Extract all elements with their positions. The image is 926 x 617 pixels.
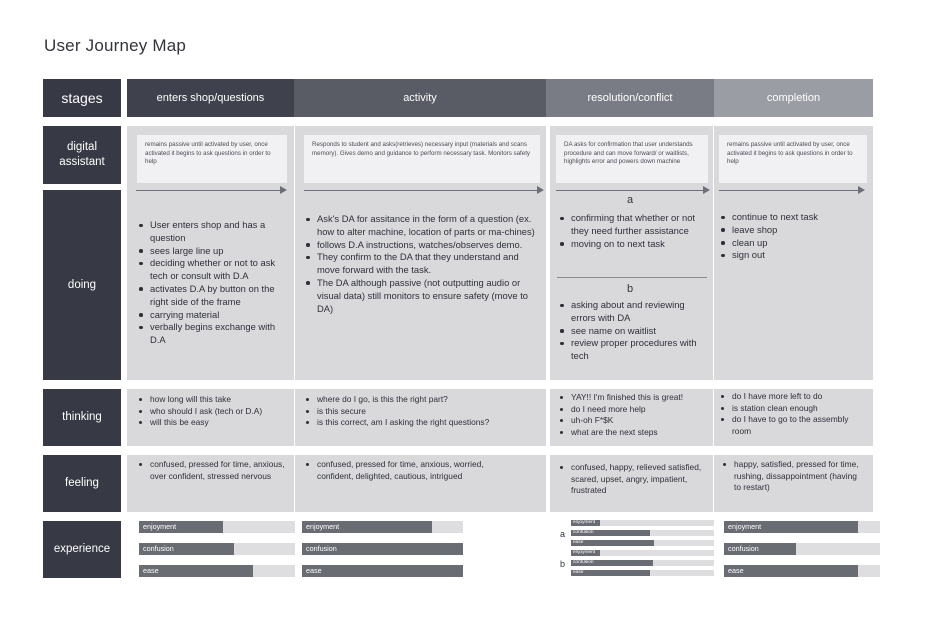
confusion-bar-label: confusion (728, 544, 759, 553)
confusion-bar (571, 530, 714, 536)
confusion-bar-label: confusion (573, 530, 594, 535)
list-item: YAY!! I'm finished this is great! (558, 392, 708, 404)
list-item: leave shop (719, 224, 869, 237)
list-item: sees large line up (137, 245, 289, 258)
row-label-digital-assistant: digital assistant (43, 126, 121, 184)
ease-bar-label: ease (728, 566, 744, 575)
list-item: User enters shop and has a question (137, 219, 289, 245)
feeling-list-4 (721, 459, 859, 494)
row-label-feeling: feeling (43, 455, 121, 512)
enjoyment-bar-label: enjoyment (306, 522, 340, 531)
list-item: confused, happy, relieved satisfied, scared, upset, angry, impatient, frustrated (558, 462, 704, 497)
list-item: verbally begins exchange with D.A (137, 321, 289, 347)
list-item: Ask's DA for assitance in the form of a question (ex. how to alter machine, location of parts or ma-chines) (304, 213, 540, 239)
confusion-bar-label: confusion (306, 544, 337, 553)
enjoyment-bar-label: enjoyment (143, 522, 177, 531)
list-item: how long will this take (137, 394, 289, 406)
stage-activity: activity (294, 79, 546, 117)
experience-scenario-a-letter: a (560, 529, 566, 539)
enjoyment-bar (302, 521, 463, 533)
list-item: moving on to next task (558, 238, 704, 251)
row-label-experience: experience (43, 521, 121, 578)
list-item: do I have to go to the assembly room (719, 414, 869, 437)
enjoyment-bar (571, 550, 714, 556)
da-callout-4: remains passive until activated by user, once activated it begins to ask questions in order to help (719, 135, 867, 183)
thinking-list-4 (719, 391, 869, 437)
thinking-list-3 (558, 392, 708, 438)
confusion-bar-label: confusion (573, 560, 594, 565)
list-item: is station clean enough (719, 403, 869, 415)
doing-scenario-divider (557, 277, 707, 278)
stage-completion: completion (714, 79, 873, 117)
feeling-list-2 (304, 459, 514, 482)
enjoyment-bar (724, 521, 880, 533)
list-item: asking about and reviewing errors with DA (558, 299, 704, 325)
list-item: confused, pressed for time, anxious, worried, confident, delighted, cautious, intrigued (304, 459, 514, 482)
ease-bar (571, 570, 714, 576)
confusion-bar (139, 543, 295, 555)
page-title: User Journey Map (44, 36, 187, 55)
enjoyment-bar (571, 520, 714, 526)
doing-list-2 (304, 213, 540, 315)
doing-scenario-b-letter: b (627, 283, 634, 295)
list-item: follows D.A instructions, watches/observes demo. (304, 239, 540, 252)
list-item: The DA although passive (not outputting audio or visual data) still monitors to ensure safety (move to DA) (304, 277, 540, 315)
flow-arrowhead-4 (858, 186, 865, 194)
ease-bar-label: ease (573, 540, 584, 545)
list-item: carrying material (137, 309, 289, 322)
list-item: activates D.A by button on the right side of the frame (137, 283, 289, 309)
experience-scenario-b-letter: b (560, 559, 566, 569)
list-item: deciding whether or not to ask tech or consult with D.A (137, 257, 289, 283)
row-label-doing: doing (43, 190, 121, 380)
list-item: continue to next task (719, 211, 869, 224)
row-label-thinking: thinking (43, 389, 121, 446)
enjoyment-bar (139, 521, 295, 533)
da-callout-3: DA asks for confirmation that user understands procedure and can move forward/ or waitlists, highlights error and powers down machine (556, 135, 708, 183)
enjoyment-bar-label: enjoyment (573, 520, 596, 525)
enjoyment-bar-label: enjoyment (573, 550, 596, 555)
list-item: is this correct, am I asking the right questions? (304, 417, 540, 429)
feeling-list-3 (558, 462, 704, 497)
flow-arrowhead-2 (537, 186, 544, 194)
stages-label: stages (43, 79, 121, 117)
flow-arrow-1 (136, 190, 281, 191)
stage-resolution-conflict: resolution/conflict (546, 79, 714, 117)
ease-bar-fill (302, 565, 463, 577)
doing-scenario-a-letter: a (627, 194, 634, 206)
list-item: They confirm to the DA that they understand and move forward with the task. (304, 251, 540, 277)
confusion-bar (302, 543, 463, 555)
ease-bar-fill (571, 540, 654, 546)
confusion-bar (571, 560, 714, 566)
list-item: where do I go, is this the right part? (304, 394, 540, 406)
ease-bar (571, 540, 714, 546)
list-item: confused, pressed for time, anxious, over confident, stressed nervous (137, 459, 291, 482)
flow-arrow-2 (304, 190, 538, 191)
ease-bar-label: ease (143, 566, 159, 575)
da-callout-1: remains passive until activated by user, once activated it begins to ask questions in order to help (137, 135, 287, 183)
flow-arrow-3 (556, 190, 704, 191)
ease-bar-label: ease (306, 566, 322, 575)
ease-bar (139, 565, 295, 577)
list-item: happy, satisfied, pressed for time, rushing, dissappointment (having to restart) (721, 459, 859, 494)
flow-arrow-4 (719, 190, 859, 191)
list-item: who should I ask (tech or D.A) (137, 406, 289, 418)
list-item: sign out (719, 249, 869, 262)
doing-list-4 (719, 211, 869, 262)
list-item: uh-oh F*$K (558, 415, 708, 427)
enjoyment-bar-label: enjoyment (728, 522, 762, 531)
confusion-bar (724, 543, 880, 555)
ease-bar-label: ease (573, 570, 584, 575)
list-item: is this secure (304, 406, 540, 418)
list-item: confirming that whether or not they need further assistance (558, 212, 704, 238)
list-item: will this be easy (137, 417, 289, 429)
flow-arrowhead-3 (703, 186, 710, 194)
ease-bar-fill (724, 565, 858, 577)
thinking-list-2 (304, 394, 540, 429)
list-item: see name on waitlist (558, 325, 704, 338)
da-callout-2: Responds to student and asks(retrieves) necessary input (materials and scans memory). Gives demo and guidance to perform necessary task. Monitors safety (304, 135, 540, 183)
doing-list-3a (558, 212, 704, 250)
doing-list-1 (137, 219, 289, 347)
list-item: clean up (719, 237, 869, 250)
stage-enters-shop: enters shop/questions (127, 79, 294, 117)
list-item: review proper procedures with tech (558, 337, 704, 363)
ease-bar (724, 565, 880, 577)
flow-arrowhead-1 (280, 186, 287, 194)
list-item: do I have more left to do (719, 391, 869, 403)
ease-bar (302, 565, 463, 577)
confusion-bar-label: confusion (143, 544, 174, 553)
feeling-list-1 (137, 459, 291, 482)
list-item: what are the next steps (558, 427, 708, 439)
doing-list-3b (558, 299, 704, 363)
thinking-list-1 (137, 394, 289, 429)
list-item: do I need more help (558, 404, 708, 416)
